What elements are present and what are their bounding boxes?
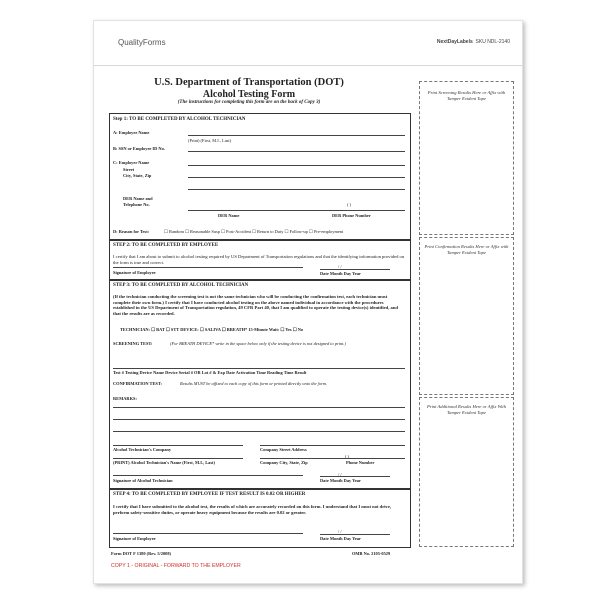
sku-label — [437, 39, 510, 45]
step2-date-label: Date Month Day Year — [320, 271, 361, 276]
technician-device-options[interactable]: TECHNICIAN: ☐ BAT ☐ STT DEVICE: ☐ SALIVA ☐ BREATH* 15-Minute Wait: ☐ Yes ☐ No — [120, 327, 304, 332]
step2-date-field[interactable] — [320, 269, 390, 270]
address-label: Company Street Address — [260, 447, 307, 452]
address-field[interactable] — [260, 445, 405, 446]
remarks-line-2[interactable] — [113, 419, 405, 420]
der-phone-paren: ( ) — [347, 202, 352, 207]
tel-label: Telephone No. — [123, 202, 150, 207]
step3-text: (If the technician conducting the screening test is not the same technician who will be conducting the confirmation test, each technician must complete their own form.) I certify that I have conducted alcohol testing on the above named individual in accordance with the procedures established in the US Department of Transportation regulation, 49 CFR Part 40, that I am qualified to operate the testing device(s) identified, and that the results are as recorded. — [113, 294, 398, 316]
step4-section — [109, 488, 411, 548]
step3-signature-field[interactable] — [113, 475, 303, 476]
remarks-label: REMARKS: — [113, 396, 137, 401]
company-label: Alcohol Technician's Company — [113, 447, 172, 452]
ssn-field[interactable] — [188, 151, 405, 152]
copy-label: COPY 1 - ORIGINAL - FORWARD TO THE EMPLOYER — [111, 563, 241, 569]
step2-section — [109, 239, 411, 281]
remarks-line-1[interactable] — [113, 407, 405, 408]
city-field[interactable] — [188, 189, 405, 190]
der-phone-label: DER Phone Number — [332, 213, 371, 218]
city-label: City, State, Zip — [123, 173, 152, 178]
step3-date-slashes: / / — [338, 472, 342, 477]
form-title-note: (The instructions for completing this form are on the back of Copy 3) — [177, 100, 321, 105]
company-field[interactable] — [113, 445, 243, 446]
confirmation-test-note: Results MUST be affixed to each copy of this form or printed directly onto the form. — [180, 381, 328, 386]
employer-name-field[interactable] — [188, 165, 405, 166]
confirmation-test-label: CONFIRMATION TEST: — [113, 381, 162, 386]
confirmation-results-text: Print Confirmation Results Here or Affix with Tamper Evident Tape — [424, 244, 509, 255]
omb-number: OMB No. 2105-0529 — [352, 551, 391, 556]
step4-date-label: Date Month Day Year — [320, 536, 361, 541]
header-bar — [94, 21, 522, 66]
step3-signature-label: Signature of Alcohol Technician — [113, 478, 173, 483]
form-number: Form DOT F 1380 (Rev. 5/2008) — [111, 551, 171, 556]
reason-label: D: Reason for Test: — [113, 229, 150, 234]
reason-options[interactable]: ☐ Random ☐ Reasonable Susp ☐ Post-Accident ☐ Return to Duty ☐ Follow-up ☐ Pre-employment — [164, 229, 344, 234]
street-label: Street — [123, 167, 135, 172]
screening-result-line[interactable] — [113, 368, 405, 369]
step1-header: Step 1: TO BE COMPLETED BY ALCOHOL TECHNICIAN — [113, 117, 246, 122]
employee-name-label: A: Employee Name — [113, 130, 150, 135]
step4-date-field[interactable] — [320, 534, 390, 535]
screening-results-box[interactable] — [419, 81, 514, 235]
employee-name-sub: (Print) (First, M.I., Last) — [188, 138, 232, 143]
phone-label: Phone Number — [346, 460, 375, 465]
remarks-line-3[interactable] — [113, 431, 405, 432]
step2-date-slashes: / / — [338, 264, 342, 269]
der-label: DER Name and — [123, 196, 153, 201]
employer-name-label: C: Employer Name — [113, 160, 150, 165]
step3-date-label: Date Month Day Year — [320, 478, 361, 483]
form-title-line1: U.S. Department of Transportation (DOT) — [154, 77, 344, 88]
step4-signature-field[interactable] — [113, 533, 303, 534]
step4-header: STEP 4: TO BE COMPLETED BY EMPLOYEE IF TEST RESULT IS 0.02 OR HIGHER — [113, 492, 306, 497]
nextdaylabels-logo: NextDayLabels — [436, 39, 473, 45]
step2-header: STEP 2: TO BE COMPLETED BY EMPLOYEE — [113, 243, 219, 248]
sku-number: SKU NDL-2140 — [475, 39, 510, 45]
city-state-label: Company City, State, Zip — [260, 460, 308, 465]
screening-columns: Test # Testing Device Name Device Serial # OR Lot # & Exp Date Activation Time Reading Time Result — [113, 370, 307, 375]
print-name-label: (PRINT) Alcohol Technician's Name (First, M.I., Last) — [113, 460, 215, 465]
company-phone-paren: ( ) — [345, 454, 350, 459]
confirmation-results-box[interactable] — [419, 237, 514, 395]
ssn-label: B: SSN or Employee ID No. — [113, 146, 165, 151]
step3-date-field[interactable] — [320, 476, 390, 477]
step4-signature-label: Signature of Employee — [113, 536, 156, 541]
additional-results-text: Print Additional Results Here or Affix With Tamper Evident Tape — [426, 404, 507, 415]
step2-signature-label: Signature of Employee — [113, 270, 156, 275]
step3-header: STEP 3: TO BE COMPLETED BY ALCOHOL TECHNICIAN — [113, 283, 249, 288]
print-name-field[interactable] — [113, 458, 243, 459]
der-field[interactable] — [188, 210, 405, 211]
step2-signature-field[interactable] — [113, 267, 303, 268]
employee-name-field[interactable] — [188, 135, 405, 136]
screening-test-label: SCREENING TEST: — [113, 341, 153, 346]
step3-section — [109, 279, 411, 490]
screening-results-text: Print Screening Results Here or Affix with Tamper Evident Tape — [427, 90, 506, 101]
step4-text: I certify that I have submitted to the alcohol test, the results of which are accurately recorded on this form. I understand that I must not drive, perform safety-sensitive duties, or operate heavy equipment because the results are 0.02 or greater. — [113, 504, 392, 515]
qualityforms-logo: QualityForms — [118, 38, 166, 47]
form-title-line2: Alcohol Testing Form — [202, 89, 296, 100]
step4-date-slashes: / / — [338, 529, 342, 534]
additional-results-box[interactable] — [419, 397, 514, 547]
street-field[interactable] — [188, 177, 405, 178]
form-page — [93, 20, 523, 584]
der-name-label: DER Name — [218, 213, 240, 218]
step2-text: I certify that I am about to submit to alcohol testing required by US Department of Transportation regulations and that the identifying information provided on the form is true and correct. — [113, 254, 405, 265]
city-state-field[interactable] — [260, 458, 405, 459]
step1-section — [109, 113, 411, 241]
screening-test-note: (For BREATH DEVICE* write in the space below only if the testing device is not designed to print.) — [170, 341, 346, 346]
